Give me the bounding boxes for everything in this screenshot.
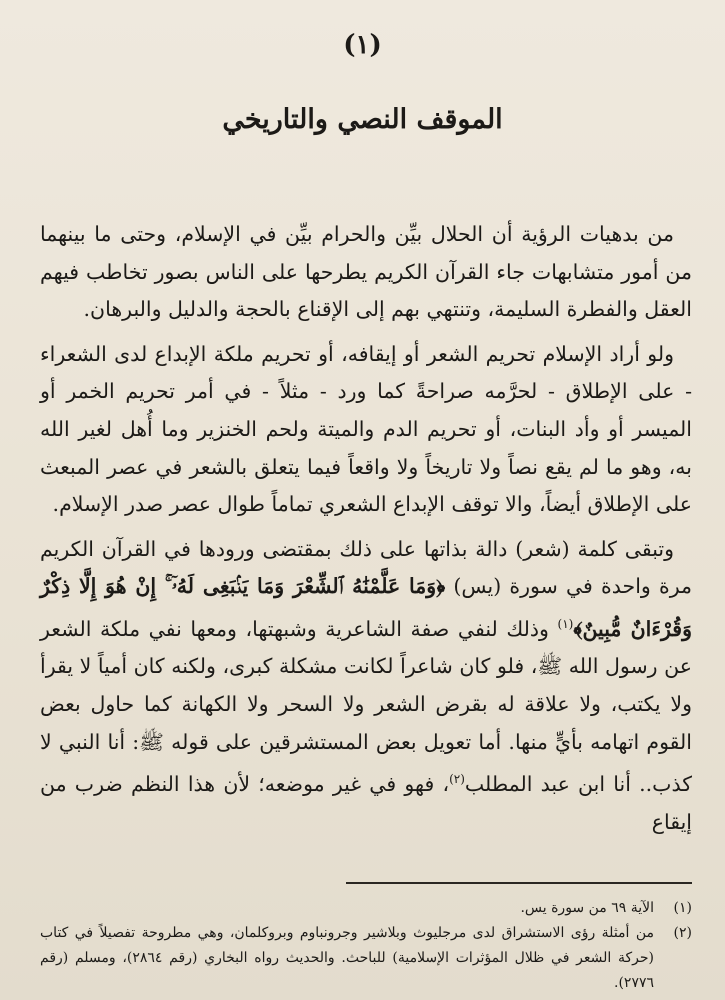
paragraph-3-tail: ، فهو في غير موضعه؛ لأن هذا النظم ضرب من إيقاع [40,771,692,834]
paragraph-2: ولو أراد الإسلام تحريم الشعر أو إيقافه، أو تحريم ملكة الإبداع لدى الشعراء - على الإطلاق - لحرَّمه صراحةً كما ورد - مثلاً - في أمر تحريم الخمر أو الميسر أو وأد البنات، أو تحريم الدم والميتة ولحم الخنزير وما أُهل لغير الله به، وهو ما لم يقع نصاً ولا تاريخاً ولا واقعاً فيما يتعلق بالشعر في عصر المبعث على الإطلاق أيضاً، والا توقف الإبداع الشعري تماماً طوال عصر صدر الإسلام. [40,341,692,517]
footnote-text: من أمثلة رؤى الاستشراق لدى مرجليوث وبلاشير وجرونباوم وبروكلمان، وهي مطروحة تفصيلاً في كتاب (حركة الشعر في ظلال المؤثرات الإسلامية) للباحث. والحديث رواه البخاري (رقم ٢٨٦٤)، ومسلم (رقم ٢٧٧٦). [40,925,654,991]
paragraph-3-body: وذلك لنفي صفة الشاعرية وشبهتها، ومعها نفي ملكة الشعر عن رسول الله ﷺ، فلو كان شاعراً لكانت مشكلة كبرى، ولكنه كان أمياً لا يقرأ ولا يكتب، ولا علاقة له بقرض الشعر ولا السحر ولا الكهانة كما حاول بعض القوم اتهامه بأيٍّ منها. أما تعويل بعض المستشرقين على قوله ﷺ: أنا النبي لا كذب.. أنا ابن عبد المطلب [40,616,692,796]
footnote-text: الآية ٦٩ من سورة يس. [520,900,654,916]
chapter-title: الموقف النصي والتاريخي [222,104,503,135]
footnotes [40,896,692,996]
chapter-number: (١) [343,30,382,60]
footnote-1 [40,896,692,921]
body-text [40,216,692,841]
paragraph-3-intro: وتبقى كلمة (شعر) دالة بذاتها على ذلك بمقتضى ورودها في القرآن الكريم مرة واحدة في سورة (يس) [40,536,692,599]
paragraph-3 [40,531,692,841]
footnote-number: (١) [673,900,692,916]
paragraph-1: من بدهيات الرؤية أن الحلال بيِّن والحرام بيِّن في الإسلام، وحتى ما بينهما من أمور متشابهات جاء القرآن الكريم يطرحها على الناس بصور تخاطب فيهم العقل والفطرة السليمة، وتنتهي بهم إلى الإقناع بالحجة والدليل والبرهان. [40,222,692,322]
footnote-ref-2[interactable]: (٢) [449,772,465,787]
footnote-number: (٢) [673,925,692,941]
footnote-ref-1[interactable]: (١) [557,616,574,631]
footnote-divider [346,882,692,884]
footnote-2 [40,921,692,996]
quran-verse: ﴿وَمَا عَلَّمْنَٰهُ ٱلشِّعْرَ وَمَا يَنۢبَغِى لَهُۥٓ ۚ إِنْ هُوَ إِلَّا ذِكْرٌ وَقُرْءَانٌ مُّبِينٌ﴾ [40,574,693,641]
